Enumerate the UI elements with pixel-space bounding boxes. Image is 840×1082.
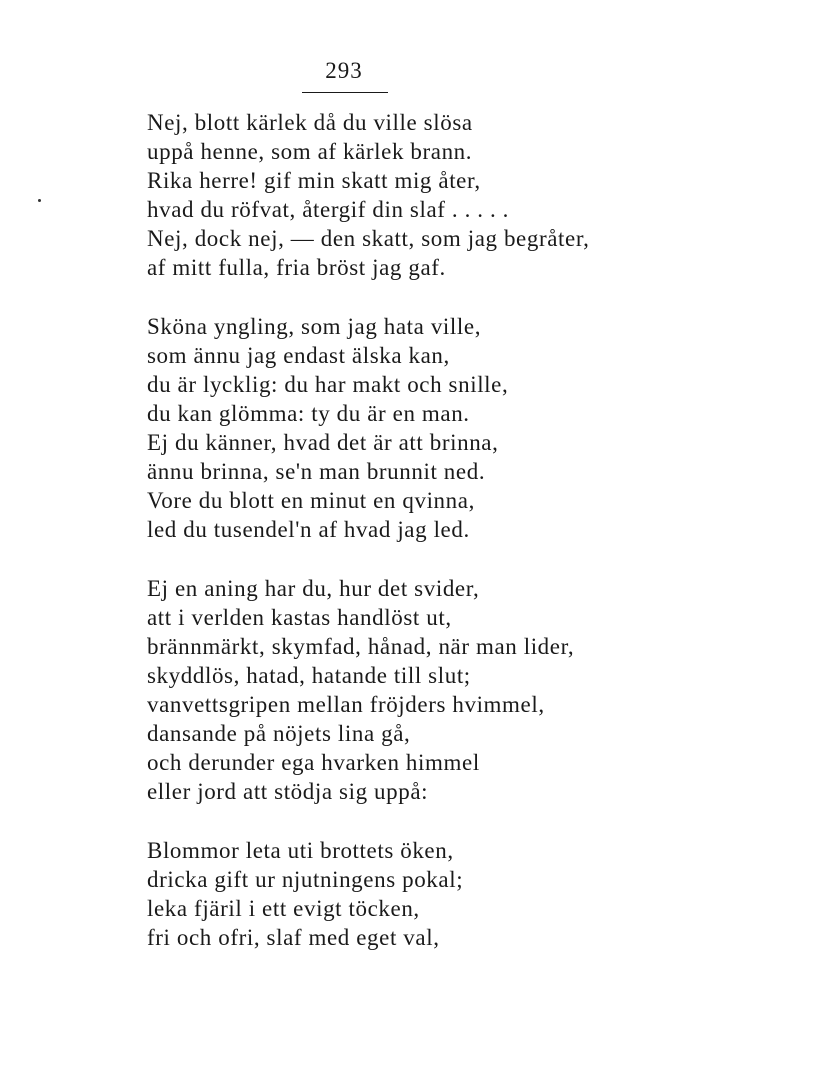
poem-line: af mitt fulla, fria bröst jag gaf. xyxy=(147,255,446,280)
poem-line: du är lycklig: du har makt och snille, xyxy=(147,372,509,397)
poem-line: dricka gift ur njutningens pokal; xyxy=(147,867,464,892)
poem-line: ännu brinna, se'n man brunnit ned. xyxy=(147,459,486,484)
stanza-1 xyxy=(147,108,807,282)
poem-line: Vore du blott en minut en qvinna, xyxy=(147,488,475,513)
poem-line: vanvettsgripen mellan fröjders hvimmel, xyxy=(147,692,545,717)
paper-speck xyxy=(38,199,41,202)
page-number-rule xyxy=(302,92,388,93)
poem xyxy=(147,108,807,982)
poem-line: Ej en aning har du, hur det svider, xyxy=(147,576,480,601)
poem-line: dansande på nöjets lina gå, xyxy=(147,721,411,746)
poem-line: Nej, blott kärlek då du ville slösa xyxy=(147,110,473,135)
poem-line: brännmärkt, skymfad, hånad, när man lider, xyxy=(147,634,575,659)
poem-line: du kan glömma: ty du är en man. xyxy=(147,401,470,426)
poem-line: fri och ofri, slaf med eget val, xyxy=(147,925,440,950)
page-number: 293 xyxy=(325,58,363,83)
poem-line: hvad du röfvat, återgif din slaf . . . . . xyxy=(147,197,510,222)
poem-line: uppå henne, som af kärlek brann. xyxy=(147,139,473,164)
poem-line: att i verlden kastas handlöst ut, xyxy=(147,605,452,630)
poem-line: Nej, dock nej, — den skatt, som jag begråter, xyxy=(147,226,590,251)
stanza-3 xyxy=(147,574,807,806)
poem-line: led du tusendel'n af hvad jag led. xyxy=(147,517,470,542)
poem-line: eller jord att stödja sig uppå: xyxy=(147,779,429,804)
poem-line: skyddlös, hatad, hatande till slut; xyxy=(147,663,471,688)
poem-line: leka fjäril i ett evigt töcken, xyxy=(147,896,420,921)
stanza-2 xyxy=(147,312,807,544)
poem-line: Ej du känner, hvad det är att brinna, xyxy=(147,430,499,455)
poem-line: som ännu jag endast älska kan, xyxy=(147,343,450,368)
stanza-4 xyxy=(147,836,807,952)
poem-line: Blommor leta uti brottets öken, xyxy=(147,838,454,863)
poem-line: Sköna yngling, som jag hata ville, xyxy=(147,314,482,339)
poem-line: och derunder ega hvarken himmel xyxy=(147,750,480,775)
poem-line: Rika herre! gif min skatt mig åter, xyxy=(147,168,481,193)
